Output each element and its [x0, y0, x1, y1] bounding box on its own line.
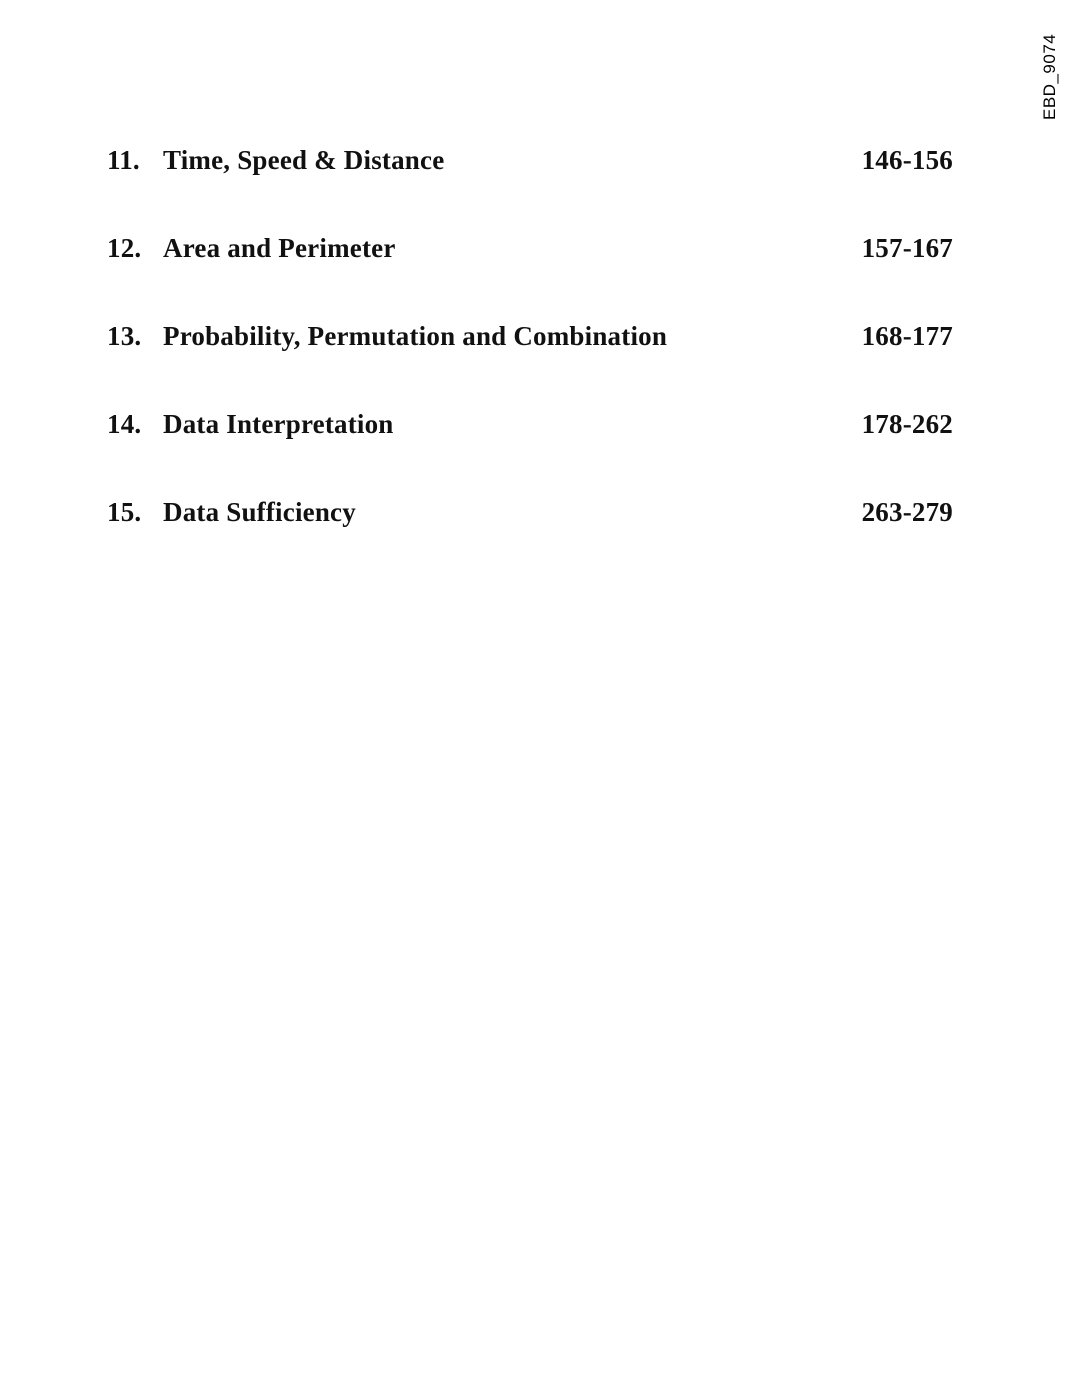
entry-number: 12. — [107, 233, 142, 263]
entry-title: Area and Perimeter — [163, 233, 396, 263]
entry-title: Data Sufficiency — [163, 497, 356, 527]
edition-code-watermark: EBD_9074 — [1040, 33, 1059, 120]
entry-number: 11. — [107, 145, 140, 175]
entry-title: Probability, Permutation and Combination — [163, 321, 668, 351]
toc-entry — [107, 407, 953, 442]
entry-pages: 178-262 — [861, 409, 953, 439]
entry-number: 13. — [107, 321, 142, 351]
entry-title: Data Interpretation — [163, 409, 394, 439]
entry-pages: 157-167 — [861, 233, 953, 263]
toc-entry — [107, 495, 953, 530]
toc-entry — [107, 231, 953, 266]
toc-entry — [107, 319, 953, 354]
entry-title: Time, Speed & Distance — [163, 145, 445, 175]
toc-entry — [107, 143, 953, 178]
entry-pages: 146-156 — [861, 145, 953, 175]
table-of-contents — [107, 143, 953, 583]
entry-number: 15. — [107, 497, 142, 527]
entry-pages: 263-279 — [861, 497, 953, 527]
entry-number: 14. — [107, 409, 142, 439]
entry-pages: 168-177 — [861, 321, 953, 351]
